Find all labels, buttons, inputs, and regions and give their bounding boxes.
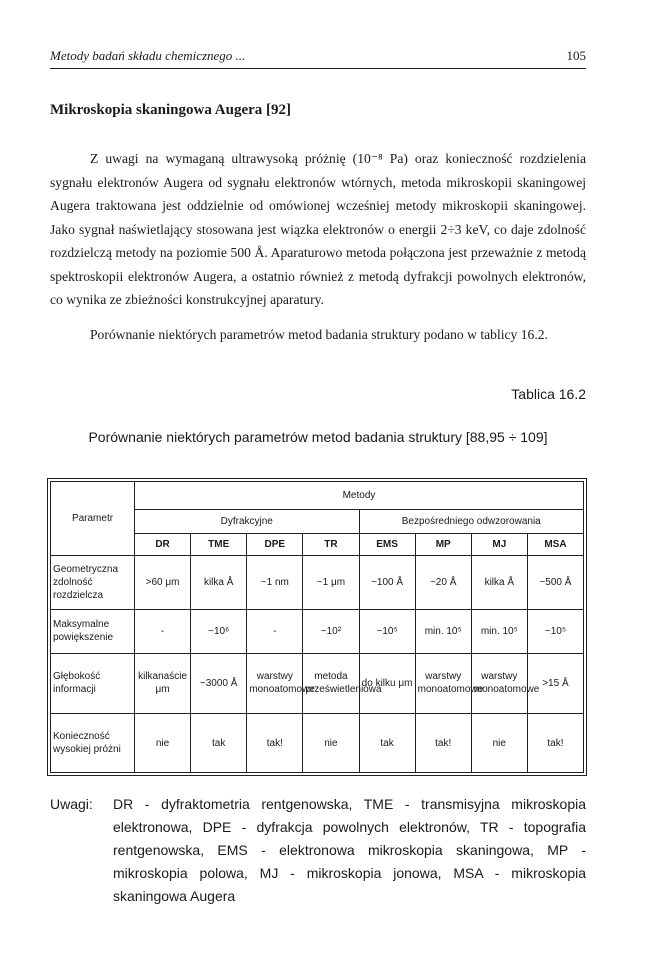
table-cell: metoda prześwietleniowa [303,653,359,714]
table-cell: warstwy monoatomowe [247,653,303,714]
table-cell: >15 Å [527,653,583,714]
table-cell: ~500 Å [527,555,583,609]
row-label: Geometryczna zdolność rozdzielcza [51,555,135,609]
table-cell: kilka Å [471,555,527,609]
col-header: MP [415,534,471,556]
table-row [51,610,584,653]
table-cell: tak! [415,714,471,773]
col-header: MSA [527,534,583,556]
notes-text: DR - dyfraktometria rentgenowska, TME - transmisyjna mikroskopia elektronowa, DPE - dyfrakcja powolnych elektronów, TR - topografia rentgenowska, EMS - elektronowa mikroskopia skaningowa, MP - mikroskopia polowa, MJ - mikroskopia jonowa, MSA - mikroskopia skaningowa Augera [113,796,586,904]
table-cell: kilka Å [191,555,247,609]
table-caption: Porównanie niektórych parametrów metod badania struktury [88,95 ÷ 109] [88,429,548,445]
param-header: Parametr [51,482,135,556]
table-cell: min. 10⁵ [471,610,527,653]
col-header: MJ [471,534,527,556]
col-header: DPE [247,534,303,556]
group-direct-imaging: Bezpośredniego odwzorowania [359,510,584,534]
table-cell: tak! [527,714,583,773]
table-row [51,714,584,773]
table-cell: ~100 Å [359,555,415,609]
table-cell: nie [303,714,359,773]
table-cell: ~1 μm [303,555,359,609]
table-cell: kilkanaście μm [135,653,191,714]
table-cell: tak [191,714,247,773]
page-number: 105 [566,48,586,63]
table-cell: tak! [247,714,303,773]
group-diffraction: Dyfrakcyjne [135,510,360,534]
table-cell: nie [135,714,191,773]
table-cell: ~20 Å [415,555,471,609]
table-cell: ~10⁵ [359,610,415,653]
col-header: EMS [359,534,415,556]
table-cell: ~1 nm [247,555,303,609]
table-cell: ~10⁵ [527,610,583,653]
table-cell: ~10⁶ [191,610,247,653]
row-label: Głębokość informacji [51,653,135,714]
col-header: TR [303,534,359,556]
methods-header: Metody [135,482,584,510]
table-cell: - [135,610,191,653]
table-cell: ~10² [303,610,359,653]
notes-label: Uwagi: [50,796,93,812]
table-cell: >60 μm [135,555,191,609]
header-title: Metody badań składu chemicznego ... [50,48,246,63]
row-label: Konieczność wysokiej próżni [51,714,135,773]
table-cell: warstwy monoatomowe [471,653,527,714]
table-cell: tak [359,714,415,773]
comparison-table-frame [47,478,587,776]
table-row [51,555,584,609]
table-cell: - [247,610,303,653]
col-header: TME [191,534,247,556]
table-cell: do kilku μm [359,653,415,714]
paragraph-1: Z uwagi na wymaganą ultrawysoką próżnię (10⁻⁸ Pa) oraz konieczność rozdzielenia sygnału elektronów Augera od sygnału elektronów wtórnych, metoda mikroskopii skaningowej Augera traktowana jest oddzielnie od omówionej wcześniej metody mikroskopii skaningowej. Jako sygnał naświetlający stosowana jest wiązka elektronów o energii 2÷3 keV, co daje zdolność rozdzielczą metody na poziomie 500 Å. Aparaturowo metoda połączona jest przeważnie z metodą spektroskopii elektronów Augera, a ostatnio również z metodą dyfrakcji powolnych elektronów, co wynika ze zbieżności konstrukcyjnej aparatury. [50,151,586,307]
table-row [51,653,584,714]
section-title: Mikroskopia skaningowa Augera [92] [50,102,292,118]
running-header [50,46,586,69]
row-label: Maksymalne powiększenie [51,610,135,653]
notes [50,793,586,908]
comparison-table [50,481,584,773]
table-number: Tablica 16.2 [511,386,586,402]
table-cell: nie [471,714,527,773]
col-header: DR [135,534,191,556]
table-cell: warstwy monoatomowe [415,653,471,714]
paragraph-2: Porównanie niektórych parametrów metod badania struktury podano w tablicy 16.2. [90,327,548,342]
table-cell: min. 10⁵ [415,610,471,653]
table-cell: ~3000 Å [191,653,247,714]
